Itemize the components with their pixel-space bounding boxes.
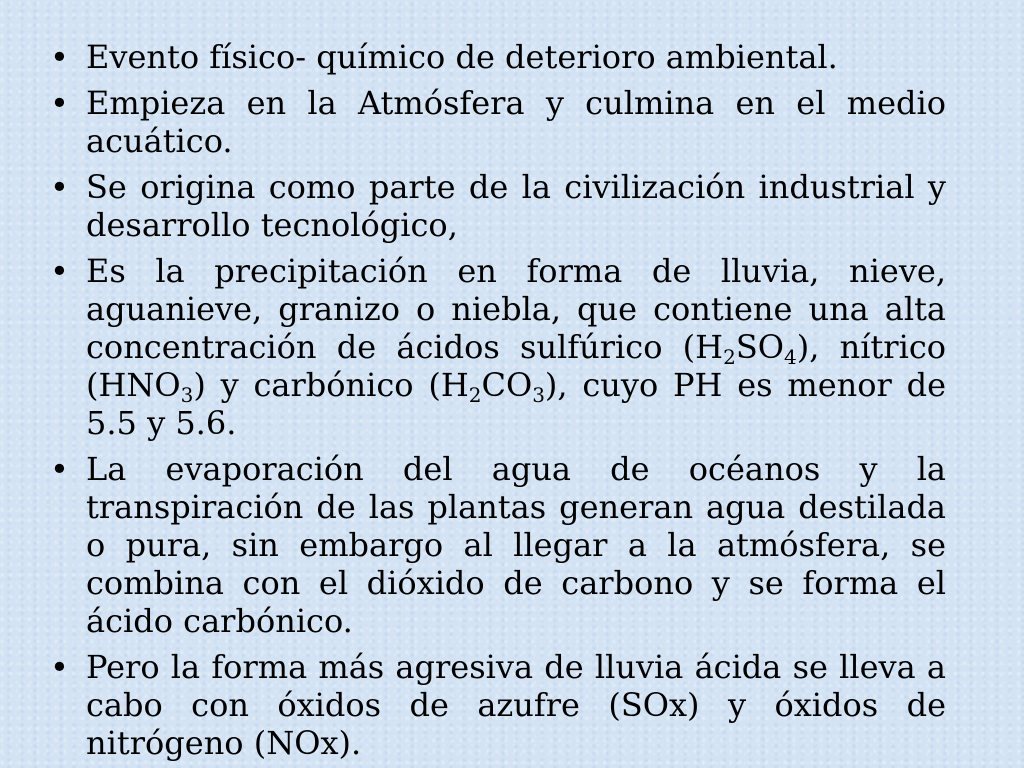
text-run: SO <box>735 328 784 366</box>
subscript: 3 <box>180 383 194 407</box>
bullet-dot-icon: • <box>50 450 69 488</box>
bullet-text <box>86 38 838 76</box>
text-run: Evento físico- químico de deterioro ambiental. <box>86 38 838 76</box>
bullet-item <box>48 38 946 76</box>
bullet-text <box>86 168 946 244</box>
bullet-list <box>48 38 946 768</box>
bullet-item <box>48 252 946 442</box>
bullet-item <box>48 648 946 762</box>
text-run: ), nítrico (HNO <box>86 328 947 404</box>
text-run: Se origina como parte de la civilización industrial y desarrollo tecnológico, <box>86 168 946 244</box>
text-run: ) y carbónico (H <box>193 366 469 404</box>
bullet-dot-icon: • <box>50 252 69 290</box>
text-run: ), cuyo PH es menor de 5.5 y 5.6. <box>86 366 947 442</box>
bullet-item <box>48 84 946 160</box>
bullet-dot-icon: • <box>50 168 69 206</box>
bullet-text <box>86 648 946 762</box>
bullet-dot-icon: • <box>50 84 69 122</box>
subscript: 4 <box>783 345 797 369</box>
text-run: CO <box>481 366 533 404</box>
text-run: La evaporación del agua de océanos y la transpiración de las plantas generan agua destilada o pura, sin embargo al llegar a la atmósfera, se combina con el dióxido de carbono y se forma el ácido carbónico. <box>86 450 946 640</box>
bullet-text <box>86 450 946 640</box>
bullet-item <box>48 168 946 244</box>
subscript: 3 <box>532 383 545 407</box>
bullet-dot-icon: • <box>50 648 69 686</box>
text-run: Empieza en la Atmósfera y culmina en el medio acuático. <box>86 84 946 160</box>
subscript: 2 <box>723 345 736 369</box>
bullet-text <box>86 252 946 442</box>
bullet-item <box>48 450 946 640</box>
bullet-text <box>86 84 946 160</box>
text-run: Es la precipitación en forma de lluvia, nieve, aguanieve, granizo o niebla, que contiene una alta concentración de ácidos sulfúrico (H <box>86 252 946 366</box>
text-run: Pero la forma más agresiva de lluvia ácida se lleva a cabo con óxidos de azufre (SOx) y óxidos de nitrógeno (NOx). <box>86 648 946 762</box>
bullet-dot-icon: • <box>50 38 69 76</box>
subscript: 2 <box>468 383 482 407</box>
